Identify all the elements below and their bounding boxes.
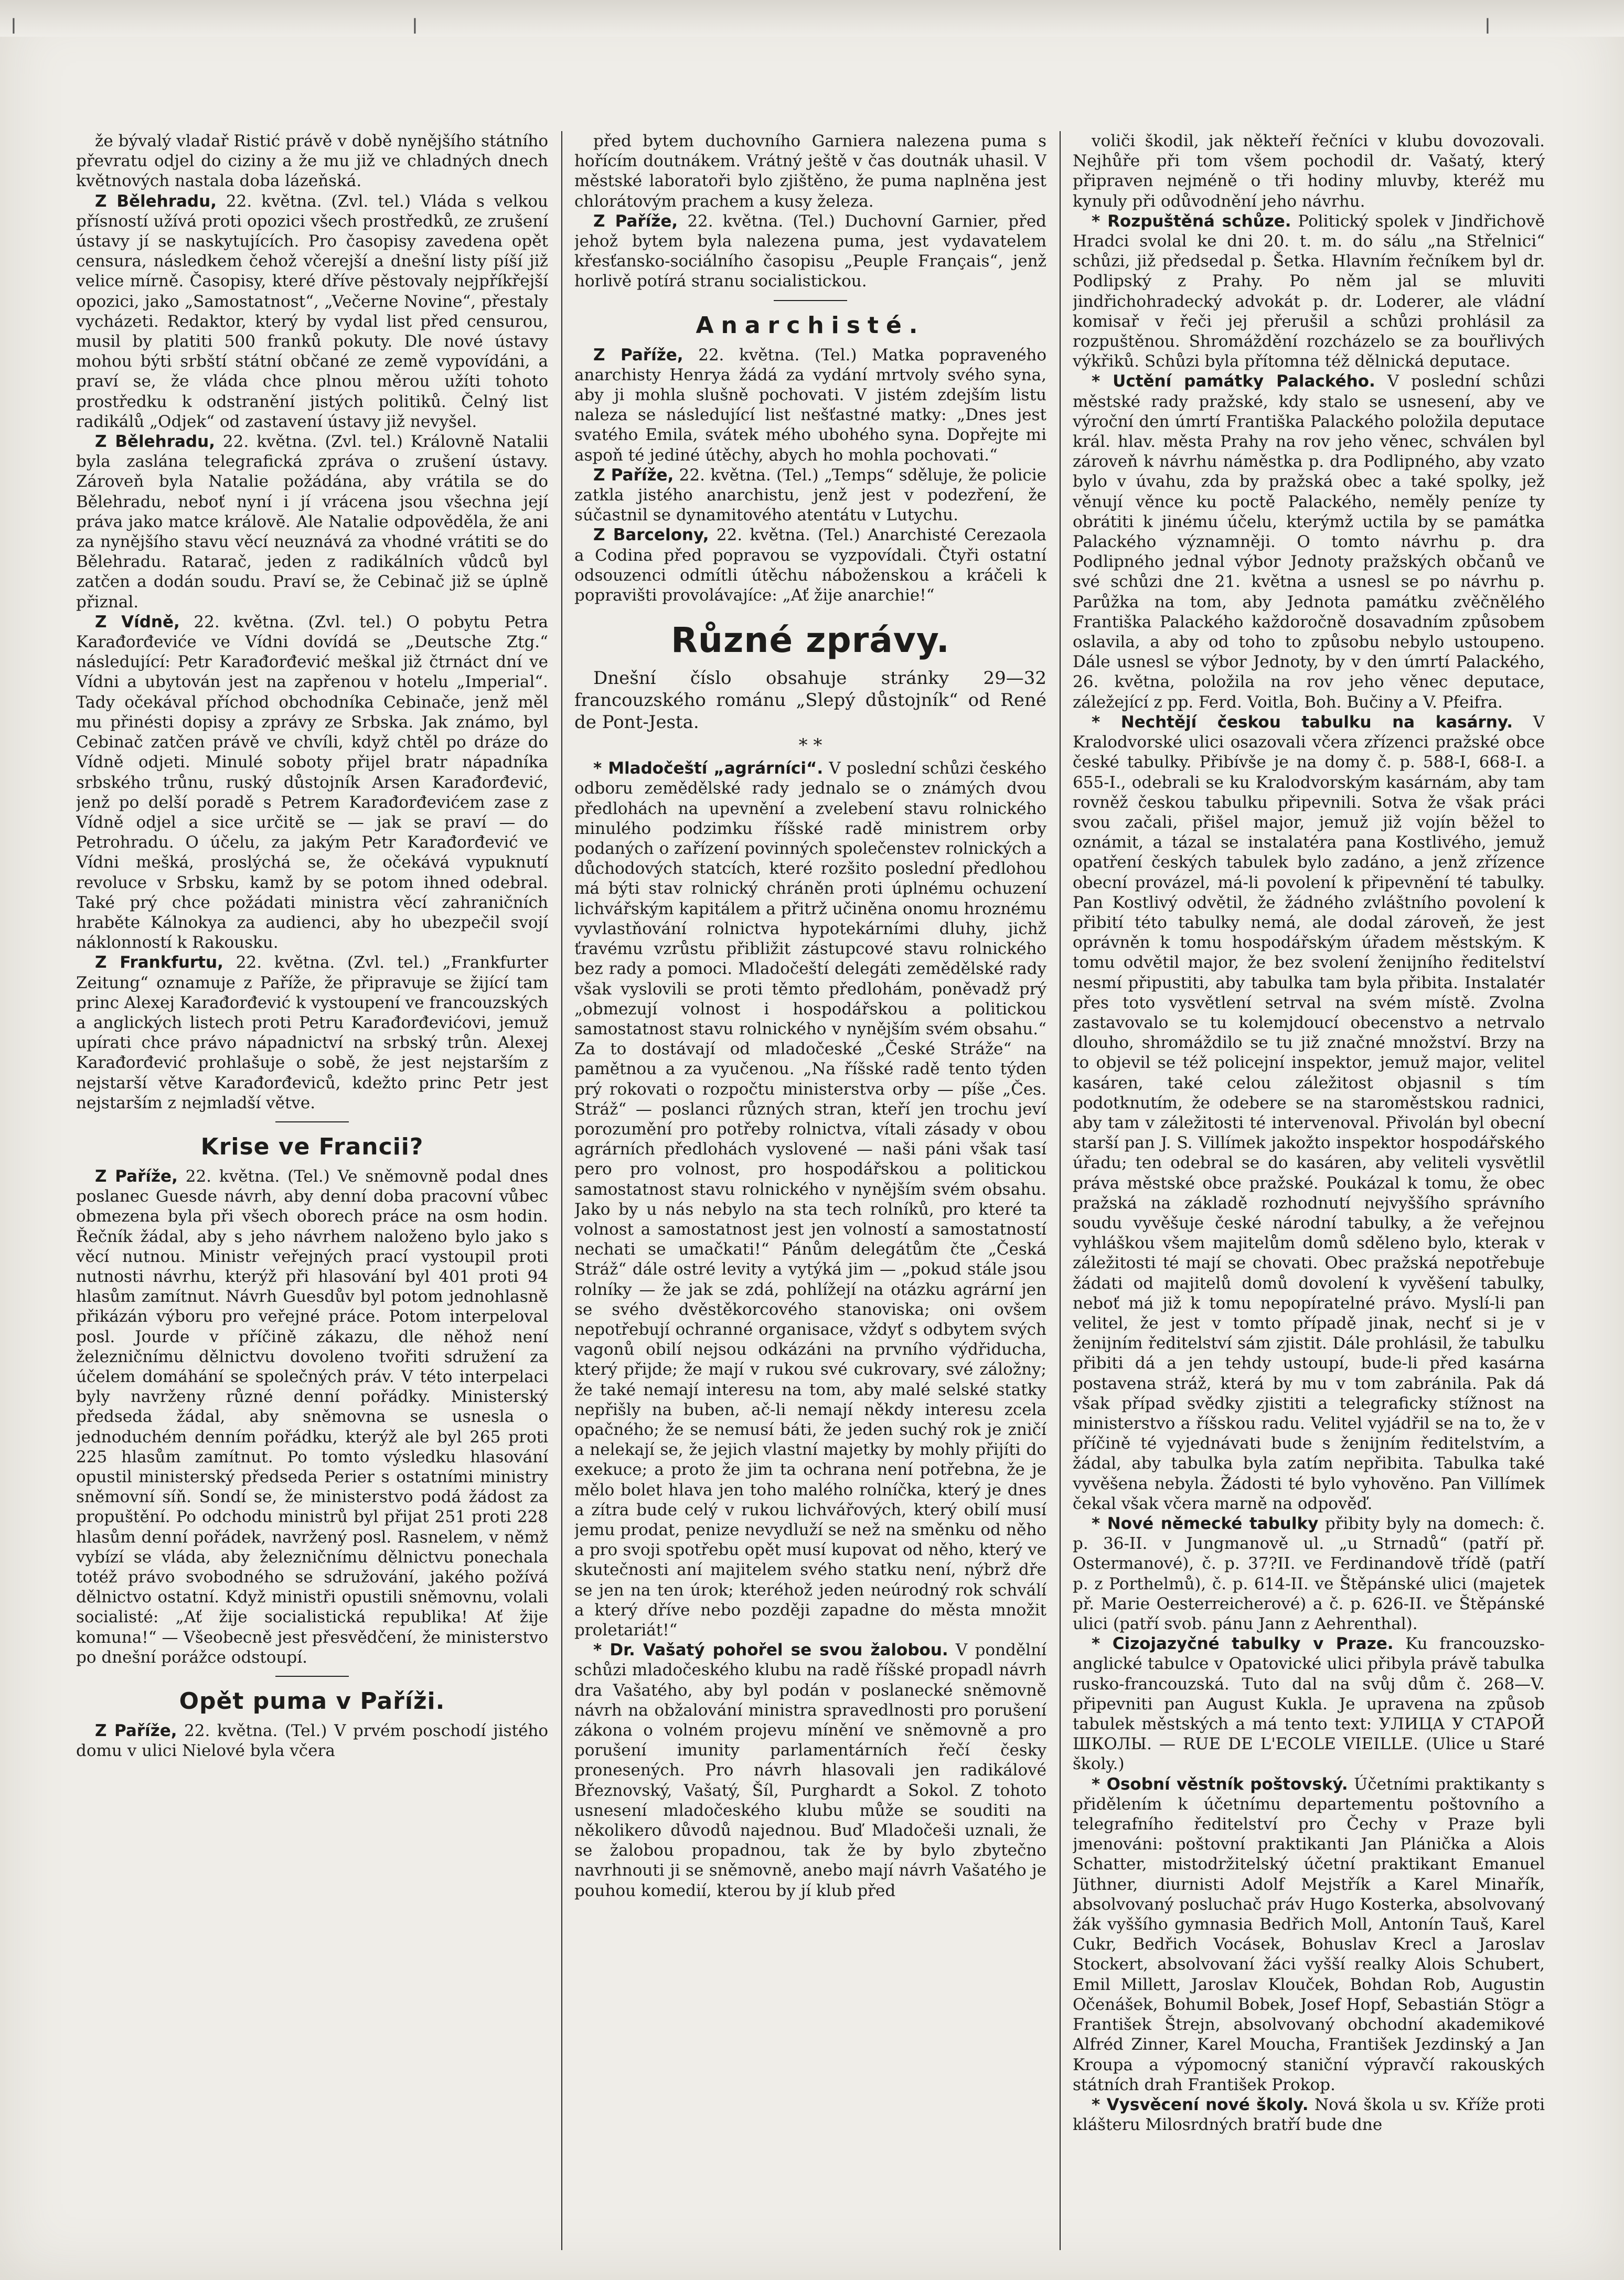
column-1 (76, 131, 548, 2261)
article-dateline: Z Barcelony, (593, 526, 709, 545)
page-top-edge (0, 0, 1624, 37)
article-dateline: Z Paříže, (593, 211, 678, 231)
section-heading: Krise ve Francii? (200, 1133, 424, 1160)
article-dateline: Z Bělehradu, (95, 432, 215, 452)
section-separator (275, 1676, 349, 1677)
article-dateline: Z Paříže, (593, 345, 683, 365)
article-dateline: * Nové německé tabulky (1092, 1514, 1319, 1534)
article-paragraph (76, 1721, 548, 1761)
columns (76, 131, 1587, 2261)
article-paragraph (574, 1640, 1046, 1901)
article-paragraph (76, 1166, 548, 1667)
article-text: V poslední schůzi městské rady pražské, kdy stalo se usnesení, aby ve výroční den úmrtí Františka Palackého položila deputace král. hlav. města Prahy na rov jeho věnec, schválen byl zároveň k návrhu náměstka p. dra Podlipného, aby vzato bylo v úvahu, zda by pražská obec a také spolky, jež věnují věnce ku poctě Palackého, neměly peníze ty obrátiti k jinému účelu, kterýmž uctila by se památka Palackého významněji. O tomto návrhu p. dra Podlipného jednal výbor Jednoty pražských občanů ve své schůzi dne 21. května a usnesl se po návrhu p. Parůžka na tom, aby Jednota památku zvěčnělého Františka Palackého každoročně dosavadním způsobem oslavila, a aby od toho to způsobu nebylo ustoupeno. Dále usnesl se výbor Jednoty, by v den úmrtí Palackého, 26. května, položila na rov jeho věnec deputace, záležející z pp. Ferd. Voitla, Boh. Bučiny a V. Pfeifra. (1073, 372, 1545, 712)
section-heading: Anarchisté. (696, 312, 925, 339)
asterism: * * (798, 735, 822, 756)
article-text: 22. května. (Tel.) Duchovní Garnier, před jehož bytem byla nalezena puma, jest vydavatelem křesťansko-sociálního časopisu „Peuple Français“, jenž horlivě potírá stranu socialistickou. (574, 211, 1046, 291)
section-separator (275, 1121, 349, 1122)
article-text: 22. května. (Tel.) Matka popraveného anarchisty Henrya žádá za vydání mrtvoly svého syna, aby ji mohla slušně pochovati. V jistém zdejším listu naleza se následující list nešťastné matky: „Dnes jest svatého Emila, svátek mého ubohého syna. Dopřejte mi aspoň té jediné útěchy, abych ho mohla pochovati.“ (574, 345, 1046, 465)
section-heading: Opět puma v Paříži. (179, 1688, 445, 1715)
article-text: 22. května. (Zvl. tel.) O pobytu Petra Karađorđeviće ve Vídni dovídá se „Deutsche Ztg.“ následující: Petr Karađorđević meškal již čtrnáct dní ve Vídni a ubytován jest na zapřenou v hotelu „Imperial“. Tady očekával příchod obchodníka Cebinače, jenž měl mu přinésti dopisy a zprávy ze Srbska. Jak známo, byl Cebinač zatčen právě ve chvíli, když chtěl po dráze do Vídně odjeti. Minulé soboty přijel bratr nápadníka srbského trůnu, ruský důstojník Arsen Karađorđević, jenž po delší poradě s Petrem Karađorđevićem zase z Vídně odjel a sice určitě se — jak se praví — do Petrohradu. O účelu, za jakým Petr Karađorđević ve Vídni mešká, proslýchá se, že očekává vypuknutí revoluce v Srbsku, kamž by se potom ihned odebral. Také prý chce požádati ministra věcí zahraničních hraběte Kálnokya za audienci, aby ho ubezpečil svojí náklonností k Rakousku. (76, 612, 548, 952)
article-dateline: * Rozpuštěná schůze. (1092, 211, 1291, 231)
article-paragraph (76, 432, 548, 612)
article-paragraph (574, 131, 1046, 211)
article-text: Nová škola u sv. Kříže proti klášteru Milosrdných bratří bude dne (1073, 2095, 1545, 2135)
article-dateline: * Dr. Vašatý pohořel se svou žalobou. (593, 1641, 948, 1660)
article-paragraph (574, 525, 1046, 605)
article-text: přibity byly na domech: č. p. 36-II. v Jungmanově ul. „u Strnadů“ (patří př. Ostermanové), č. p. 37?II. ve Ferdinandově třídě (patří p. z Porthelmů), č. p. 614-II. ve Štěpánské ulici (majetek př. Marie Oesterreicherové) a č. p. 626-II. ve Štěpánské ulici (patří svob. pánu Jann z Aehrenthal). (1073, 1514, 1545, 1634)
column-rule (561, 131, 562, 2250)
article-text: 22. května. (Zvl. tel.) Královně Natalii byla zaslána telegrafická zpráva o zrušení ústavy. Zároveň byla Natalie požádána, aby vrátila se do Bělehradu, neboť nyní i jí vrácena jsou všechna její práva jako matce královĕ. Ale Natalie odpověděla, že ani za nynějšího stavu věcí neuznává za vhodné vrátiti se do Bělehradu. Ratarač, jeden z radikálních vůdců byl zatčen a dodán soudu. Praví se, že Cebinač již se úplně přiznal. (76, 432, 548, 612)
article-text: že bývalý vladař Ristić právě v době nynějšího státního převratu odjel do ciziny a že mu již ve chladných dnech květnových nastala doba lázeňská. (76, 132, 548, 191)
article-paragraph (76, 952, 548, 1113)
article-dateline: Z Paříže, (95, 1166, 178, 1186)
article-text: 22. května. (Tel.) Anarchisté Cerezaola a Codina před popravou se vyzpovídali. Čtyři ostatní odsouzenci odmítli útěchu náboženskou a kráčeli k popravišti provolávajíce: „Ať žije anarchie!“ (574, 526, 1046, 605)
article-paragraph (76, 612, 548, 952)
article-text: Účetními praktikanty s přidělením k účetnímu departementu poštovního a telegrafního ředitelství pro Čechy v Praze byli jmenováni: poštovní praktikanti Jan Plánička a Alois Schatter, mistodržitelský účetní praktikant Emanuel Jüthner, diurnisti Adolf Mejstřík a Karel Minařík, absolvovaný posluchač práv Hugo Kosterka, absolvovaný žák vyššího gymnasia Bedřich Moll, Antonín Tauš, Karel Cukr, Bedřich Vocásek, Bohuslav Krecl a Jaroslav Stockert, absolvovaní žáci vyšší realky Alois Schubert, Emil Millett, Jaroslav Klouček, Bohdan Rob, Augustin Očenášek, Bohumil Bobek, Josef Hopf, Sebastián Stögr a František Štrejn, absolvovaný obchodní akademikové Alfréd Zinner, Karel Moucha, František Jezdinský a Jan Kroupa a výpomocný staniční výpravčí rakouských státních drah František Prokop. (1073, 1774, 1545, 2094)
article-dateline: * Mladočeští „agrárníci“. (593, 759, 824, 778)
article-text: před bytem duchovního Garniera nalezena puma s hořícím doutnákem. Vrátný ještě v čas doutnák uhasil. V městské laboratoři bylo zjištěno, že puma naplněna jest chlorátovým prachem a kusy železa. (574, 132, 1046, 211)
article-paragraph (574, 211, 1046, 292)
article-paragraph (76, 131, 548, 191)
article-paragraph (1073, 211, 1545, 372)
article-dateline: Z Bělehradu, (95, 191, 217, 211)
article-paragraph (1073, 1774, 1545, 2095)
margin-mark-left: ǀ (10, 15, 17, 39)
article-paragraph (574, 758, 1046, 1640)
article-paragraph (1073, 2095, 1545, 2135)
article-paragraph (574, 345, 1046, 465)
article-text: 22. května. (Tel.) V prvém poschodí jistého domu v ulici Nielové byla včera (76, 1721, 548, 1761)
article-text: Dnešní číslo obsahuje stránky 29—32 francouzského románu „Slepý důstojník“ od René de Pont-Jesta. (574, 668, 1046, 733)
margin-mark-center: ǀ (412, 15, 418, 39)
article-dateline: * Osobní věstník poštovský. (1092, 1774, 1348, 1794)
article-text: V poslední schůzi českého odboru zemědělské rady jednalo se o známých dvou předlohách na upevnění a zvelebení stavu rolnického minulého podzimku říšské radě ministrem orby podaných o zařízení povinných společenstev rolnických a důchodových statcích, které rozšito poslední předlohou má býti stav rolnický chráněn proti úplnému ochuzení lichvářským kapitálem a přitrž učiněna onomu hroznému vyvlastňování rolnictva hypotekárními dluhy, jichž ťravému vzrůstu přibližit zástupcové stavu rolnického bez rady a pomoci. Mladočeští delegáti zemědělské rady však vyslovili se proti těmto předlohám, poněvadž prý „obmezují volnost i hospodářskou a politickou samostatnost stavu rolnického v nynějším svém obsahu.“ Za to dostávají od mladočeské „České Stráže“ na pamětnou a za vyučenou. „Na říšské radě tento týden prý rokovati o rozpočtu ministerstva orby — píše „Čes. Stráž“ — poslanci různých stran, kteří jen trochu jeví porozumění pro potřeby rolnictva, vítali zásady v obou agrárních předlohách vyslovené — naši páni však tasí pero pro volnost, pro hospodářskou a politickou samostatnost stavu rolnického v nynějším svém obsahu. Jako by u nás nebylo na sta tech rolníků, pro které ta volnost a samostatnost jest jen volností a samostatností nechati se umačkati!“ Pánům delegátům čte „Česká Stráž“ dále ostré levity a vytýká jim — „pokud stále jsou rolníky — že jak se zdá, pohlížejí na otázku agrární jen se svého dvěstěkorcového stanoviska; oni ovšem nepotřebují ochranné organisace, vždyť s odbytem svých vagonů obilí nejsou odkázáni na prvního výdřiducha, který přijde; že mají v rukou své cukrovary, své záložny; že také nemají interesu na tom, aby malé selské statky nepřišly na buben, ač-li nemají někdy interesu zcela opačného; že se nemusí báti, že jeden suchý rok je zničí a nelekají se, že jejich vlastní majetky by mohly přijíti do exekuce; a proto že jim ta ochrana není potřebna, že je mělo bolet hlava jen toho malého rolníčka, který je dnes a zítra bude celý v rukou lichvářových, který obilí musí jemu prodat, penize nevydluží se než na směnku od něho a pro svoji spotřebu opět musí kupovat od něho, který ve skutečnosti aní majitelem svého statku není, nýbrž dře se jen na ten úrok; kteréhož jeden neúrodný rok schválí a který dříve nebo později zapadne do města množit proletariát!“ (574, 759, 1046, 1640)
article-paragraph (1073, 712, 1545, 1514)
article-text: Ku francouzsko-anglické tabulce v Opatovické ulici přibyla právě tabulka rusko-francouzská. Tuto dal na svůj dům č. 268—V. připevniti pan August Kukla. Je upravena na způsob tabulek městských a má tento text: УЛИЦА У СТАРОЙ ШКОЛЫ. — RUE DE L'ECOLE VIEILLE. (Ulice u Staré školy.) (1073, 1634, 1545, 1774)
article-paragraph (1073, 1634, 1545, 1774)
article-paragraph (574, 465, 1046, 526)
margin-mark-right: ǀ (1484, 15, 1491, 39)
article-text: V Kralodvorské ulici osazovali včera zřízenci pražské obce české tabulky. Přibívše je na domy č. p. 588-I, 668-I. a 655-I., odebrali se ku Kralodvorským kasárnám, aby tam rovněž českou tabulku připevnili. Sotva že však práci svou začali, přišel major, jemuž již vojín běžel to oznámit, a tázal se instalatéra pana Kostlivého, jemuž opatření českých tabulek bylo zadáno, a jenž zřízence obecní provázel, má-li povolení k připevnění té tabulky. Pan Kostlivý odvětil, že žádného zvláštního povolení k přibití této tabulky nemá, ale dodal zároveň, že jest oprávněn k tomu hospodářským úřadem městským. K tomu odvětil major, že bez svolení ženijního ředitelství nesmí připustiti, aby tabulka tam byla přibita. Instalatér přes toto vysvětlení setrval na svém místě. Zvolna zastavovalo se tu kolemjdoucí obecenstvo a netrvalo dlouho, shromáždilo se tu již značné množství. Brzy na to objevil se též policejní inspektor, jemuž major, velitel kasáren, také celou záležitost objasnil s tím podotknutím, že odebere se na staroměstskou radnici, aby tam v záležitosti té intervenoval. Přivolán byl obecní starší pan J. S. Villímek jakožto inspektor hospodářského úřadu; ten odebral se do kasáren, aby veliteli vysvětlil práva městské obce pražské. Poukázal k tomu, že obec pražská na základě rozhodnutí nejvyššího správního soudu vyvěšuje české národní tabulky, a že veřejnou vyhláškou všem majitelům domů sděleno bylo, kterak v záležitosti té mají se chovati. Obec pražská nepotřebuje žádati od majitelů domů dovolení k vyvěšení tabulky, neboť má již k tomu nepopíratelné právo. Myslí-li pan velitel, že jest v tomto případě jinak, nechť si je v ženijním ředitelství sám zjistit. Dále prohlásil, že tabulku přibiti dá a jen tehdy ustoupí, bude-li před kasárna postavena stráž, která by mu v tom zabránila. Pak dá však případ svědky zjistiti a telegraficky stížnost na ministerstvo a říšskou radu. Velitel vyjádřil se na to, že v příčině té vyjednávati bude s ženijním ředitelstvím, a žádal, aby tabulka byla zatím nepřibita. Tabulka také vyvěšena nebyla. Žádosti té bylo vyhověno. Pan Villímek čekal však včera marně na odpověď. (1073, 712, 1545, 1513)
column-2 (574, 131, 1046, 2261)
article-paragraph (1073, 131, 1545, 211)
column-rule (1060, 131, 1061, 2250)
article-dateline: * Uctění památky Palackého. (1092, 372, 1375, 391)
article-text: 22. května. (Zvl. tel.) „Frankfurter Zeitung“ oznamuje z Paříže, že připravuje se žijící tam princ Alexej Karađorđević k vystoupení ve francouzských a anglických listech proti Petru Karađorđevićovi, jemuž upírati chce právo nápadnictví na srbský trůn. Alexej Karađorđević prohlašuje o sobě, že jest nejstarším z nejstarší větve Karađorđeviců, kdežto princ Petr jest nejstarším z nejmladší větve. (76, 953, 548, 1112)
article-paragraph (1073, 1514, 1545, 1634)
article-dateline: Z Paříže, (593, 465, 674, 485)
section-separator (774, 300, 847, 301)
article-text: V pondělní schůzi mladočeského klubu na radě říšské propadl návrh dra Vašatého, aby byl podán v poslanecké sněmovně návrh na obžalování ministra spravedlnosti pro porušení zákona o volném projevu mínění ve sněmovně a pro porušení imunity parlamentárních řečí česky pronesených. Pro návrh hlasovali jen radikálové Březnovský, Vašatý, Šíl, Purghardt a Sokol. Z tohoto usnesení mladočeského klubu může se souditi na několikero důvodů najednou. Buď Mladočeši uznali, že se žalobou propadnou, tak že by bylo zbytečno navrhnouti ji se sněmovně, anebo mají návrh Vašatého je pouhou komedií, kterou by jí klub před (574, 1641, 1046, 1900)
article-text: 22. května. (Tel.) Ve sněmovně podal dnes poslanec Guesde návrh, aby denní doba pracovní vůbec obmezena byla při všech oborech práce na osm hodin. Řečník žádal, aby s jeho návrhem naloženo bylo jako s věcí nutnou. Ministr veřejných prací vystoupil proti nutnosti návrhu, kterýž při hlasování byl 401 proti 94 hlasům zamítnut. Návrh Guesdův byl potom jednohlasně přikázán výboru pro veřejné práce. Potom interpeloval posl. Jourde v příčině zákazu, dle něhož není železničnímu dělnictvu dovoleno tvořiti sdružení za účelem domáhání se společných práv. V této interpelaci byly navrženy různé denní pořádky. Ministerský předseda žádal, aby sněmovna se usnesla o jednoduchém denním pořádku, kterýž ale byl 265 proti 225 hlasům zamítnut. Po tomto výsledku hlasování opustil ministerský předseda Perier s ostatními ministry sněmovní síň. Sondí se, že ministerstvo podá žádost za propuštění. Po odchodu ministrů byl přijat 251 proti 228 hlasům denní pořádek, navržený posl. Rasnelem, v němž vybízí se vláda, aby železničnímu dělnictvu ponechala totéž právo svobodného se sdružování, jakého požívá dělnictvo ostatní. Když ministři opustili sněmovnu, volali socialisté: „Ať žije socialistická republika! Ať žije komuna!“ — Všeobecně jest přesvědčení, že ministerstvo po dnešní porážce odstoupí. (76, 1166, 548, 1667)
article-text: voliči škodil, jak někteří řečníci v klubu dovozovali. Nejhůře při tom všem pochodil dr. Vašatý, který připraven nejméně o tři hodiny mluvby, kteréž mu kynuly při odůvodnění jeho návrhu. (1073, 132, 1545, 211)
article-text: 22. května. (Tel.) „Temps“ sděluje, že policie zatkla jistého anarchistu, jenž jest v podezření, že súčastnil se dynamitového atentátu v Lutychu. (574, 465, 1046, 525)
column-3 (1073, 131, 1545, 2261)
article-dateline: Z Vídně, (95, 612, 180, 631)
article-dateline: * Cizojazyčné tabulky v Praze. (1092, 1634, 1394, 1654)
article-text: 22. května. (Zvl. tel.) Vláda s velkou přísností užívá proti opozici všech prostředků, ze zrušení ústavy jí se naskytujících. Pro časopisy zavedena opět censura, následkem čehož včerejší a dnešní listy píší již velice mírně. Časopisy, které dříve pěstovaly nejpříkřejší opozici, jako „Samostatnost“, „Večerne Novine“, přestaly vycházeti. Redaktor, který by vydal list před censurou, musil by platiti 500 franků pokuty. Dle nové ústavy mohou býti srbští státní občané ze země vypovídáni, a praví se, že vláda chce plnou měrou užíti tohoto prostředku k odstranění jistých politiků. Čelný list radikálů „Odjek“ od zastavení ústavy již nevyšel. (76, 191, 548, 431)
section-heading: Různé zprávy. (671, 620, 950, 661)
article-dateline: * Vysvěcení nové školy. (1092, 2095, 1309, 2114)
article-paragraph (1073, 371, 1545, 712)
article-paragraph (574, 667, 1046, 733)
article-paragraph (76, 191, 548, 432)
article-dateline: Z Frankfurtu, (95, 953, 223, 972)
article-dateline: * Nechtějí českou tabulku na kasárny. (1092, 712, 1513, 732)
article-dateline: Z Paříže, (95, 1721, 177, 1741)
article-text: Politický spolek v Jindřichově Hradci svolal ke dni 20. t. m. do sálu „na Střelnici“ schůzi, již předsedal p. Šetka. Hlavním řečníkem byl dr. Podlipský z Prahy. Po něm jal se mluviti jindřichohradecký advokát p. dr. Loderer, ale vládní komisař v řeči jej přerušil a schůzi prohlásil za rozpuštěnou. Shromáždění rozcházelo se za bouřlivých výkřiků. Schůzi byla přítomna též dělnická deputace. (1073, 211, 1545, 371)
